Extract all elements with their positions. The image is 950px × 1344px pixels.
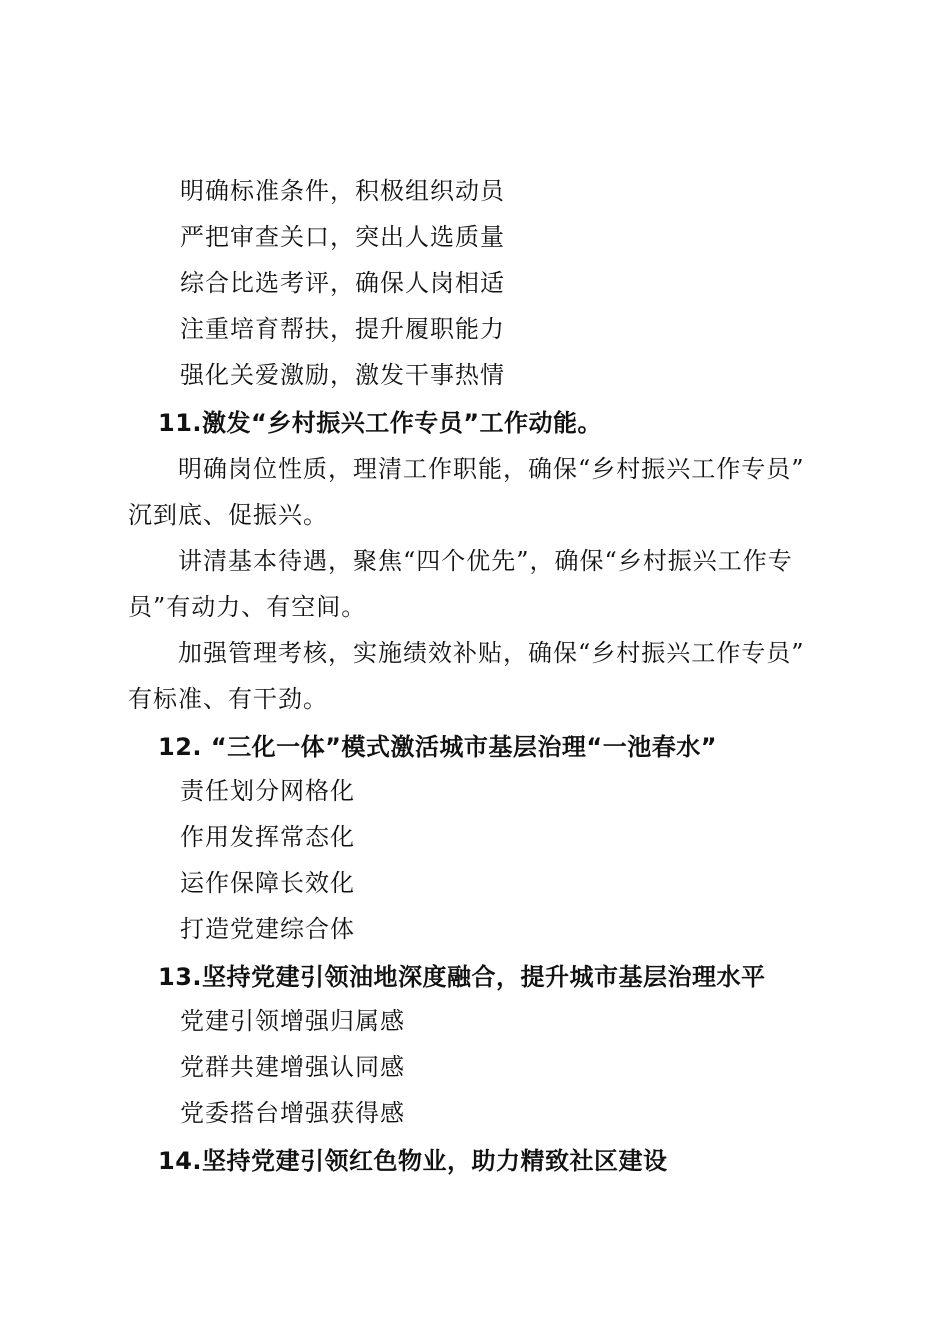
section-heading-12: 12. “三化一体”模式激活城市基层治理“一池春水” [158, 733, 717, 761]
list-item: 党建引领增强归属感 [180, 1007, 405, 1035]
list-item: 党群共建增强认同感 [180, 1053, 405, 1081]
paragraph-line: 员”有动力、有空间。 [128, 593, 367, 621]
paragraph-line: 讲清基本待遇，聚焦“四个优先”，确保“乡村振兴工作专 [178, 547, 793, 575]
section-heading-14: 14.坚持党建引领红色物业，助力精致社区建设 [158, 1147, 668, 1175]
paragraph-line: 有标准、有干劲。 [128, 685, 328, 713]
list-item: 打造党建综合体 [180, 915, 355, 943]
list-item: 注重培育帮扶，提升履职能力 [180, 315, 505, 343]
list-item: 综合比选考评，确保人岗相适 [180, 269, 505, 297]
list-item: 党委搭台增强获得感 [180, 1099, 405, 1127]
list-item: 责任划分网格化 [180, 777, 355, 805]
paragraph-line: 沉到底、促振兴。 [128, 501, 328, 529]
list-item: 运作保障长效化 [180, 869, 355, 897]
list-item: 严把审查关口，突出人选质量 [180, 223, 505, 251]
paragraph-line: 加强管理考核，实施绩效补贴，确保“乡村振兴工作专员” [178, 639, 805, 667]
list-item: 明确标准条件，积极组织动员 [180, 177, 505, 205]
paragraph-line: 明确岗位性质，理清工作职能，确保“乡村振兴工作专员” [178, 455, 805, 483]
list-item: 强化关爱激励，激发干事热情 [180, 361, 505, 389]
section-heading-13: 13.坚持党建引领油地深度融合，提升城市基层治理水平 [158, 963, 766, 991]
list-item: 作用发挥常态化 [180, 823, 355, 851]
section-heading-11: 11.激发“乡村振兴工作专员”工作动能。 [158, 409, 603, 437]
